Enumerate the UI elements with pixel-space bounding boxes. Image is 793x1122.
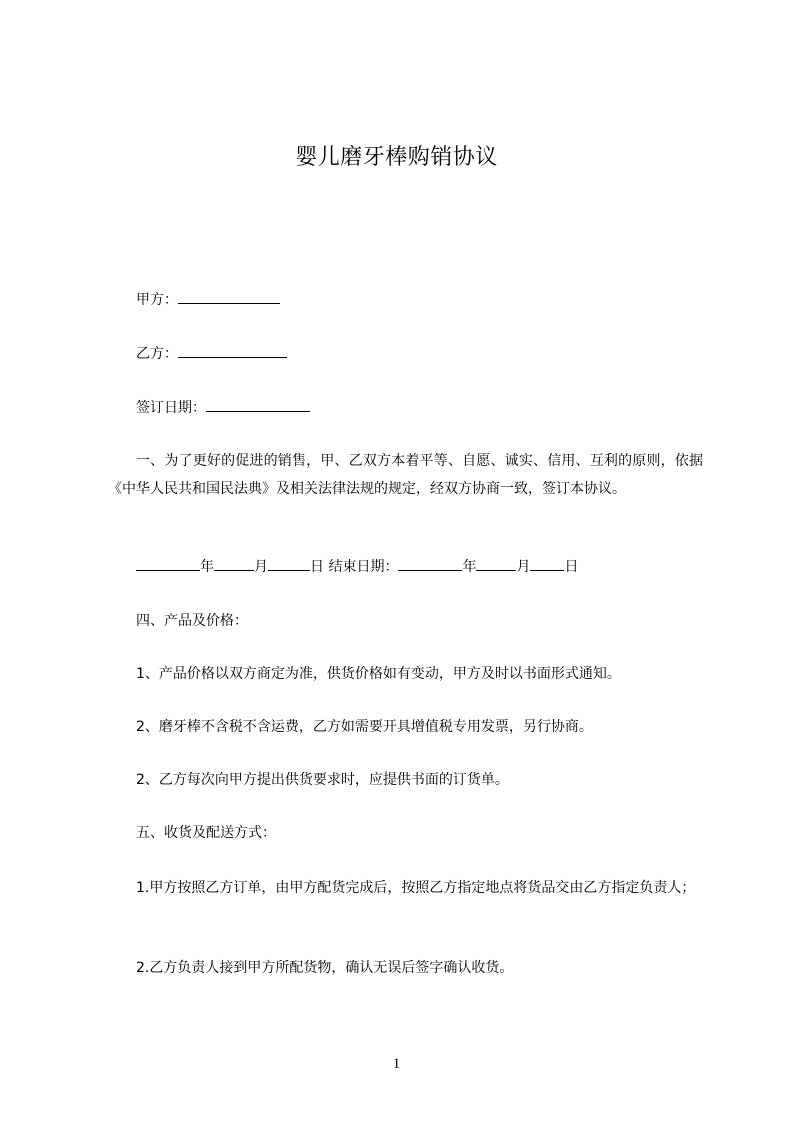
start-day-blank (268, 556, 310, 571)
section5-heading: 五、收货及配送方式： (136, 825, 276, 841)
sign-date-label: 签订日期： (136, 400, 206, 416)
section4-item: 2、磨牙棒不含税不含运费，乙方如需要开具增值税专用发票，另行协商。 (136, 719, 593, 735)
month-label: 月 (516, 559, 531, 575)
party-b-label: 乙方： (136, 346, 178, 362)
end-day-blank (530, 556, 564, 571)
document-title: 婴儿磨牙棒购销协议 (295, 145, 498, 170)
start-month-blank (214, 556, 254, 571)
section4-item: 2、乙方每次向甲方提出供货要求时，应提供书面的订货单。 (136, 772, 509, 788)
section4-item: 1、产品价格以双方商定为准，供货价格如有变动，甲方及时以书面形式通知。 (136, 666, 621, 682)
intro-paragraph: 一、为了更好的促进的销售，甲、乙双方本着平等、自愿、诚实、信用、互利的原则，依据《中华人民共和国民法典》及相关法律法规的规定，经双方协商一致，签订本协议。 (108, 453, 703, 497)
year-label: 年 (462, 559, 477, 575)
party-b-line (136, 343, 287, 365)
period-line (136, 556, 578, 578)
sign-date-line (136, 397, 310, 419)
party-a-line (136, 289, 280, 311)
end-year-blank (398, 556, 462, 571)
sign-date-blank (206, 397, 310, 412)
day-label: 日 (310, 559, 324, 575)
year-label: 年 (200, 559, 214, 575)
page-number: 1 (392, 1056, 401, 1072)
day-label: 日 (564, 559, 579, 575)
party-a-blank (178, 289, 280, 304)
month-label: 月 (254, 559, 268, 575)
section4-heading: 四、产品及价格： (136, 613, 248, 629)
section5-item: 2.乙方负责人接到甲方所配货物，确认无误后签字确认收货。 (136, 960, 514, 976)
party-a-label: 甲方： (136, 292, 178, 308)
end-month-blank (476, 556, 516, 571)
end-date-label: 结束日期： (324, 559, 399, 575)
section5-item: 1.甲方按照乙方订单，由甲方配货完成后，按照乙方指定地点将货品交由乙方指定负责人； (136, 880, 696, 896)
start-year-blank (136, 556, 200, 571)
party-b-blank (178, 343, 287, 358)
